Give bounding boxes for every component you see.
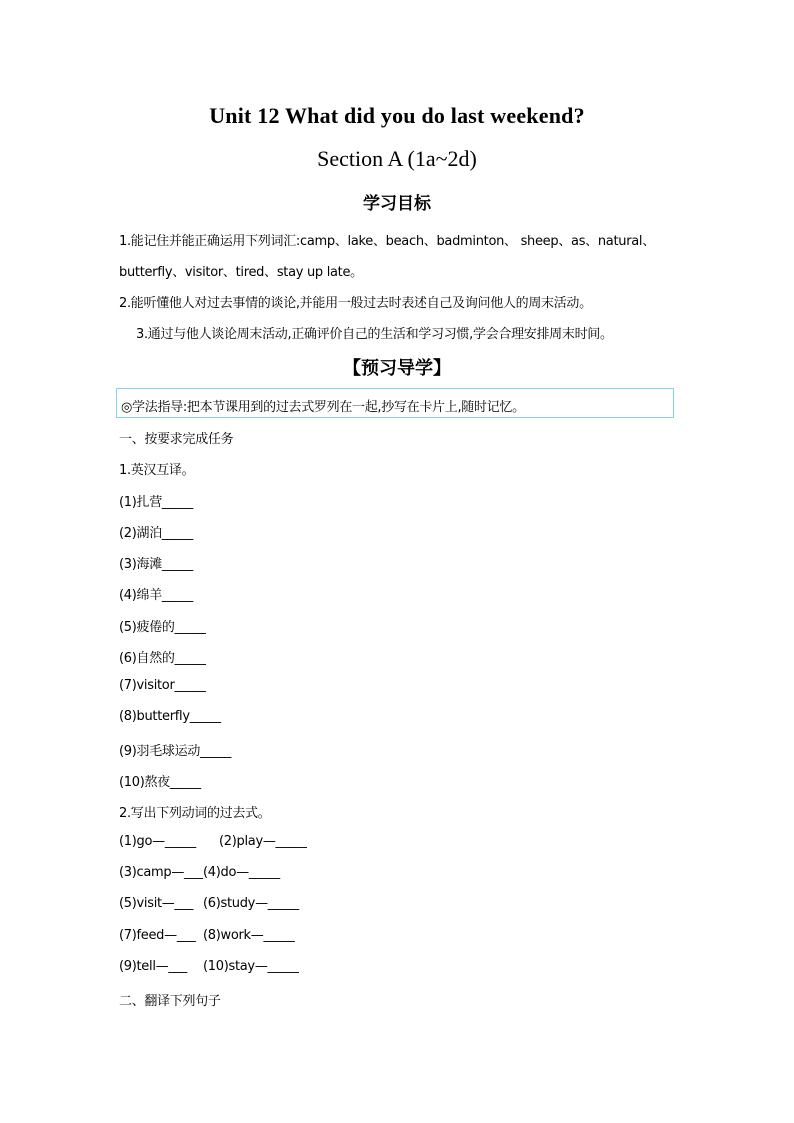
task2-row [119,834,307,849]
section-one-heading: 一、按要求完成任务 [119,432,234,447]
goals-heading: 学习目标 [363,194,431,214]
section-subtitle: Section A (1a~2d) [317,146,477,171]
task1-item: (7)visitor_____ [119,678,206,693]
task2-item: (5)visit—___ [119,896,194,911]
task1-item: (2)湖泊_____ [119,526,193,541]
task1-item: (3)海滩_____ [119,557,193,572]
task2-item: (3)camp—___ [119,865,203,880]
task1-item: (1)扎营_____ [119,495,193,510]
goal-line-1: 1.能记住并能正确运用下列词汇:camp、lake、beach、badminton、 sheep、as、natural、 [119,234,655,249]
study-tip-box [116,388,674,418]
task1-item: (5)疲倦的_____ [119,620,206,635]
task1-item: (10)熬夜_____ [119,775,201,790]
task2-item: (8)work—_____ [203,928,295,943]
task2-row [119,896,299,911]
goal-line-1-cont: butterfly、visitor、tired、stay up late。 [119,265,363,280]
preview-heading: 【预习导学】 [343,358,451,379]
task2-row [119,928,294,943]
task2-item: (6)study—_____ [203,896,299,911]
task1-heading: 1.英汉互译。 [119,463,195,478]
document-title: Unit 12 What did you do last weekend? [209,103,585,128]
task2-item: (7)feed—___ [119,928,196,943]
task2-item: (1)go—_____ [119,834,196,849]
goal-line-3: 3.通过与他人谈论周末活动,正确评价自己的生活和学习习惯,学会合理安排周末时间。 [136,327,613,342]
task1-item: (4)绵羊_____ [119,588,193,603]
task2-heading: 2.写出下列动词的过去式。 [119,806,271,821]
task2-item: (4)do—_____ [203,865,280,880]
study-tip-text: ◎学法指导:把本节课用到的过去式罗列在一起,抄写在卡片上,随时记忆。 [121,400,525,415]
section-two-heading: 二、翻译下列句子 [119,994,221,1009]
task2-row [119,959,299,974]
task2-item: (9)tell—___ [119,959,187,974]
task2-row [119,865,280,880]
task1-item: (8)butterfly_____ [119,709,221,724]
task2-item: (2)play—_____ [219,834,307,849]
task1-item: (9)羽毛球运动_____ [119,744,232,759]
goal-line-2: 2.能听懂他人对过去事情的谈论,并能用一般过去时表述自己及询问他人的周末活动。 [119,296,592,311]
task2-item: (10)stay—_____ [203,959,299,974]
task1-item: (6)自然的_____ [119,651,206,666]
